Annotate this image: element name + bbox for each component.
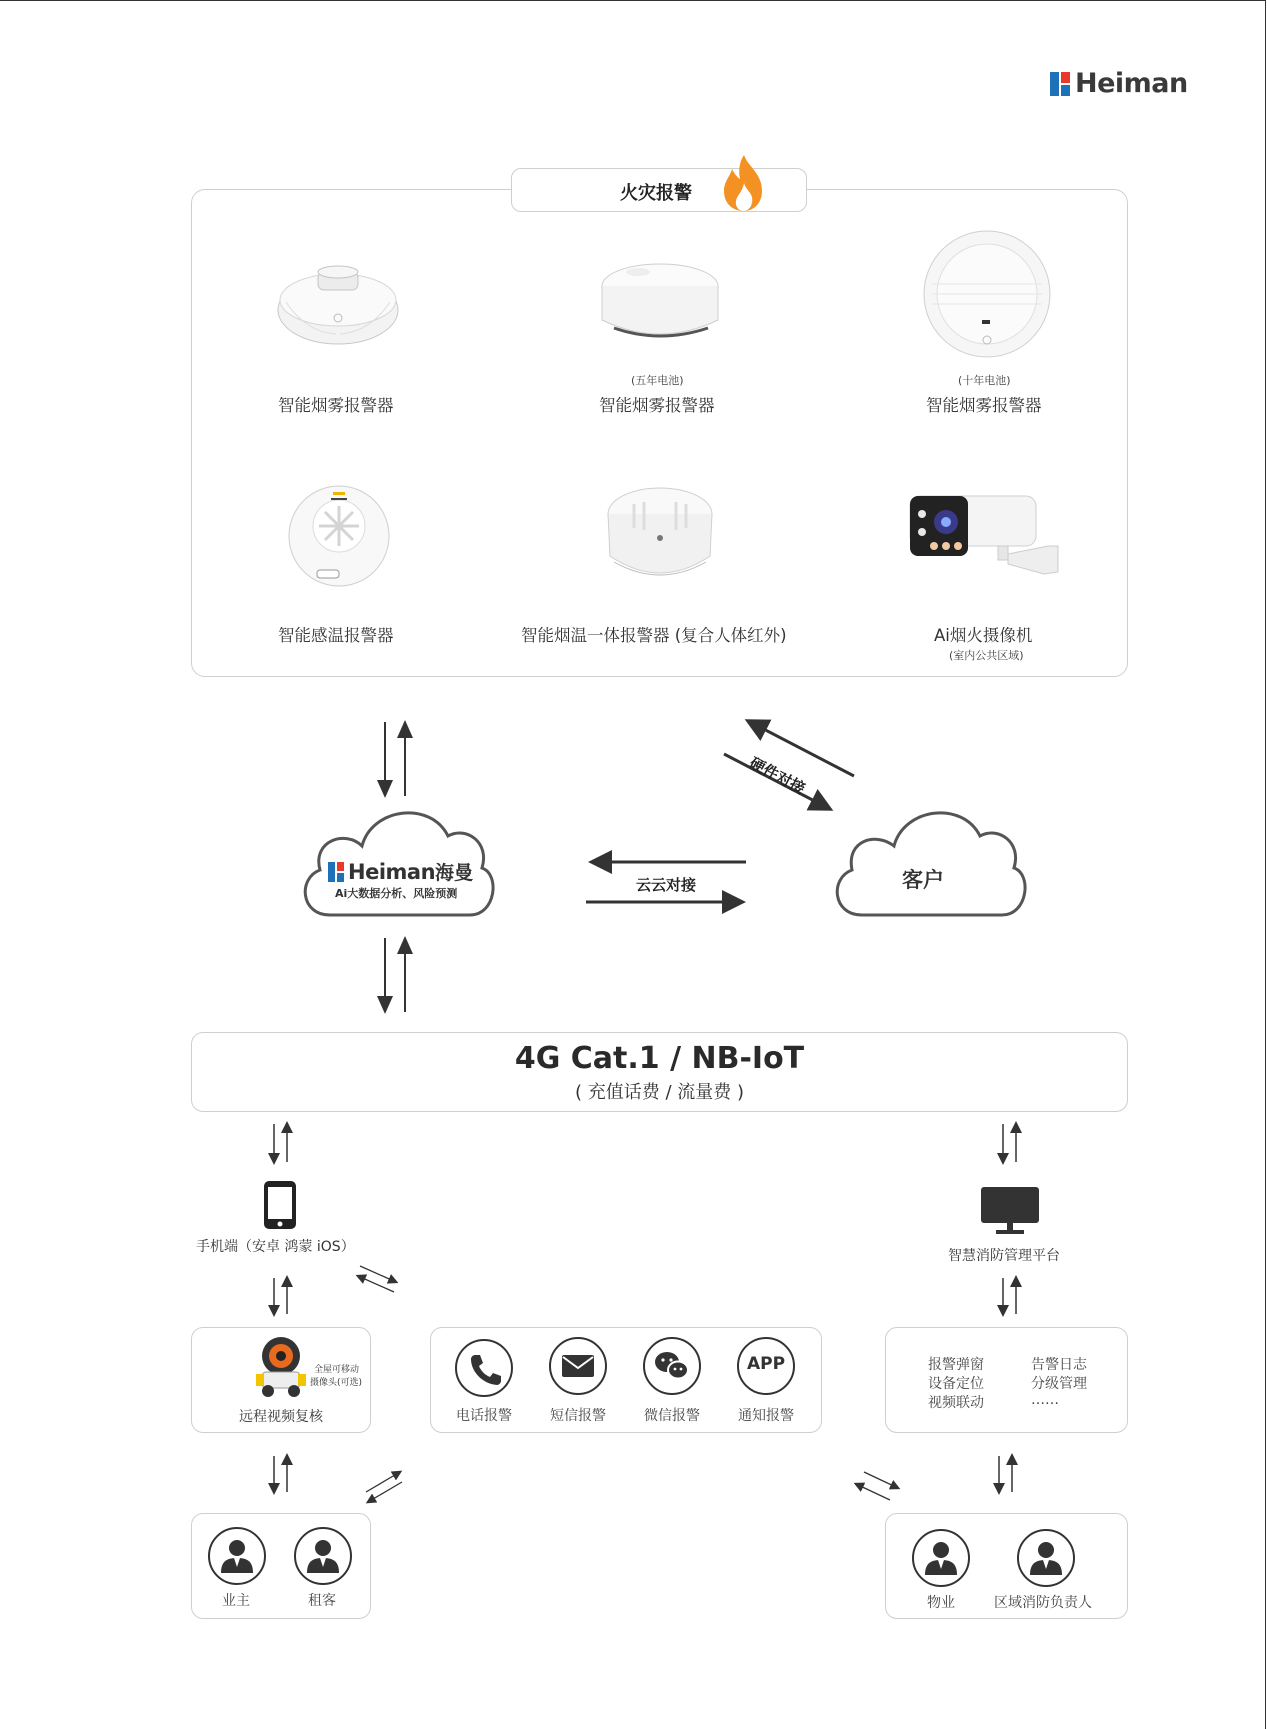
heiman-cloud-logo-mark <box>328 862 346 882</box>
platform-features-panel <box>885 1327 1128 1433</box>
feature-tiered: 分级管理 <box>1031 1376 1087 1392</box>
wechat-alarm-circle <box>643 1337 701 1395</box>
person-icon <box>296 1529 350 1583</box>
device-smoke-2-note: (五年电池) <box>631 374 684 387</box>
owner-avatar <box>208 1527 266 1585</box>
feature-more: …… <box>1031 1392 1059 1408</box>
feature-video-link: 视频联动 <box>928 1395 984 1411</box>
heiman-cloud-subtitle: Ai大数据分析、风险预测 <box>335 887 458 900</box>
network-panel <box>191 1032 1128 1112</box>
feature-location: 设备定位 <box>928 1376 984 1392</box>
video-review-panel <box>191 1327 371 1433</box>
wechat-alarm-label: 微信报警 <box>644 1408 700 1424</box>
customer-cloud-label: 客户 <box>902 868 944 892</box>
device-smoke-3-name: 智能烟雾报警器 <box>926 396 1042 415</box>
people-right-panel <box>885 1513 1128 1619</box>
heiman-cloud-logo-text: Heiman <box>348 859 436 884</box>
envelope-icon <box>551 1339 605 1393</box>
smartphone-icon <box>263 1180 297 1230</box>
hardware-link-label: 硬件对接 <box>746 753 809 798</box>
sms-alarm-circle <box>549 1337 607 1395</box>
app-icon: APP <box>746 1354 786 1374</box>
heiman-cloud-logo-cn: 海曼 <box>435 862 474 884</box>
person-icon <box>1019 1531 1073 1585</box>
device-smoke-2-name: 智能烟雾报警器 <box>599 396 715 415</box>
fire-officer-label: 区域消防负责人 <box>994 1595 1092 1611</box>
tenant-avatar <box>294 1527 352 1585</box>
device-heat-name: 智能感温报警器 <box>278 626 394 645</box>
phone-alarm-circle <box>455 1339 513 1397</box>
video-note-1: 全屋可移动 <box>314 1365 360 1375</box>
device-camera-name: Ai烟火摄像机 <box>934 626 1033 645</box>
robot-camera-icon <box>254 1336 308 1398</box>
feature-log: 告警日志 <box>1031 1357 1087 1373</box>
property-avatar <box>912 1529 970 1587</box>
tenant-label: 租客 <box>308 1593 336 1609</box>
monitor-icon <box>980 1186 1040 1236</box>
feature-popup: 报警弹窗 <box>928 1357 984 1373</box>
app-alarm-circle <box>737 1337 795 1395</box>
device-camera-note: (室内公共区域) <box>949 649 1024 662</box>
video-review-label: 远程视频复核 <box>239 1409 323 1425</box>
network-subtitle: ( 充值话费 / 流量费 ) <box>575 1082 744 1103</box>
sms-alarm-label: 短信报警 <box>550 1408 606 1424</box>
person-icon <box>210 1529 264 1583</box>
phone-icon <box>457 1341 511 1395</box>
app-alarm-label: 通知报警 <box>738 1408 794 1424</box>
platform-label: 智慧消防管理平台 <box>948 1248 1060 1264</box>
mobile-label: 手机端（安卓 鸿蒙 iOS） <box>196 1239 355 1255</box>
owner-label: 业主 <box>222 1593 250 1609</box>
heiman-cloud-logo <box>328 858 473 885</box>
fire-alarm-title: 火灾报警 <box>620 183 692 204</box>
network-title: 4G Cat.1 / NB-IoT <box>514 1041 805 1076</box>
device-smoke-heat-name: 智能烟温一体报警器 (复合人体红外) <box>521 626 787 645</box>
fire-officer-avatar <box>1017 1529 1075 1587</box>
wechat-icon <box>645 1339 699 1393</box>
device-smoke-1-name: 智能烟雾报警器 <box>278 396 394 415</box>
person-icon <box>914 1531 968 1585</box>
phone-alarm-label: 电话报警 <box>456 1408 512 1424</box>
cloud-link-label: 云云对接 <box>636 876 697 894</box>
alarm-methods-panel <box>430 1327 822 1433</box>
device-smoke-3-note: (十年电池) <box>958 374 1011 387</box>
property-label: 物业 <box>927 1595 955 1611</box>
video-note-2: 摄像头(可选) <box>310 1378 363 1388</box>
people-left-panel <box>191 1513 371 1619</box>
logo-text: Heiman <box>1075 68 1188 99</box>
